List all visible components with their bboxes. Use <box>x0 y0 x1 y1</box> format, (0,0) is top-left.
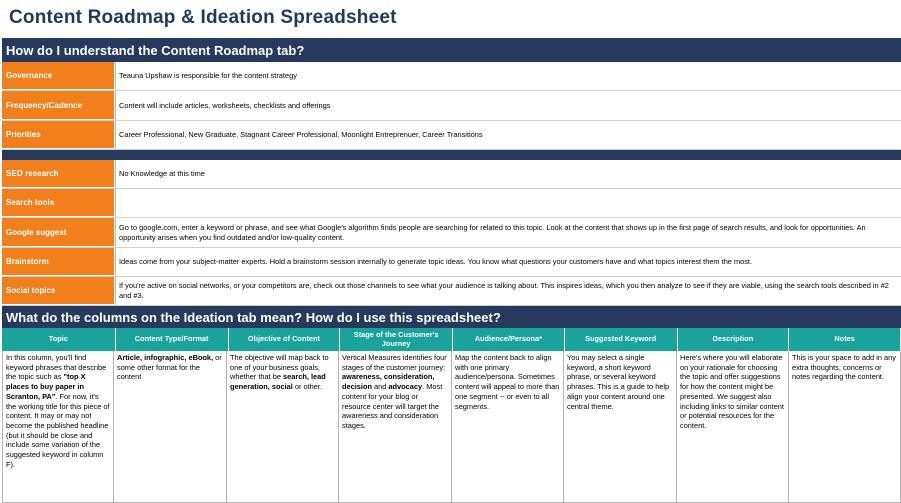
section-heading-roadmap: How do I understand the Content Roadmap tab? <box>2 38 901 62</box>
row-label: Priorities <box>2 121 115 149</box>
row-brainstorm[interactable] <box>2 248 901 277</box>
cell-notes[interactable]: This is your space to add in any extra thoughts, concerns or notes regarding the content. <box>789 351 901 503</box>
row-label: Governance <box>2 62 115 90</box>
row-label: Google suggest <box>2 218 115 247</box>
row-value[interactable]: Content will include articles, worksheets, checklists and offerings <box>115 91 901 120</box>
section-heading-ideation: What do the columns on the Ideation tab mean? How do I use this spreadsheet? <box>2 306 901 328</box>
row-value[interactable]: Go to google.com, enter a keyword or phrase, and see what Google's algorithm finds people are searching for related to this topic. Look at the content that shows up in the first page of search results, and look for opportunities. An opportunity arises when you find outdated and/or low-quality content. <box>115 218 901 247</box>
cell-stage[interactable]: Vertical Measures identifies four stages of the customer journey: awareness, consideration, decision and advocacy. Most content for your blog or resource center will target the awareness and consideration stages. <box>339 351 452 503</box>
column-header-notes[interactable]: Notes <box>789 328 901 351</box>
cell-format[interactable]: Article, infographic, eBook, or some other format for the content <box>114 351 227 503</box>
row-priorities[interactable] <box>2 121 901 150</box>
column-header-format[interactable]: Content Type/Format <box>116 328 229 351</box>
column-header-description[interactable]: Description <box>678 328 790 351</box>
cell-keyword[interactable]: You may select a single keyword, a short keyword phrase, or several keyword phrases. This is a guide to help align your content around one central theme. <box>564 351 677 503</box>
cell-topic[interactable]: In this column, you'll find keyword phrases that describe the topic such as "top X places to buy paper in Scranton, PA". For now, it's the working title for this piece of content. It may or may not become the published headline (but it should be close and include some variation of the suggested keyword in column F). <box>2 351 114 503</box>
row-label: Frequency/Cadence <box>2 91 115 120</box>
column-header-objective[interactable]: Objective of Content <box>229 328 341 351</box>
row-value[interactable]: Ideas come from your subject-matter experts. Hold a brainstorm session internally to generate topic ideas. You know what questions your customers have and what topics interest them the most. <box>115 248 901 276</box>
page-title: Content Roadmap & Ideation Spreadsheet <box>9 7 397 28</box>
ideation-table-row <box>2 351 901 503</box>
row-google-suggest[interactable] <box>2 218 901 248</box>
row-label: Brainstorm <box>2 248 115 276</box>
column-header-keyword[interactable]: Suggested Keyword <box>565 328 678 351</box>
section-divider <box>2 150 901 160</box>
row-label: Social topics <box>2 277 115 305</box>
row-value[interactable]: Career Professional, New Graduate, Stagnant Career Professional, Moonlight Entreprenuer, Career Transitions <box>115 121 901 149</box>
cell-description[interactable]: Here's where you will elaborate on your rationale for choosing the topic and offer suggestions for how the content might be presented. We suggest also including links to similar content or potential resources for the content. <box>677 351 789 503</box>
row-label: SEO research <box>2 160 115 188</box>
row-value[interactable]: No Knowledge at this time <box>115 160 901 188</box>
column-header-topic[interactable]: Topic <box>2 328 116 351</box>
row-value[interactable] <box>115 189 901 217</box>
cell-objective[interactable]: The objective will map back to one of your business goals, whether that be search, lead generation, social or other. <box>227 351 339 503</box>
column-header-audience[interactable]: Audience/Persona* <box>453 328 565 351</box>
row-value[interactable]: Teauna Upshaw is responsible for the content strategy <box>115 62 901 90</box>
column-header-stage[interactable]: Stage of the Customer's Journey <box>340 328 453 351</box>
row-search-tools[interactable] <box>2 189 901 218</box>
row-value[interactable]: If you're active on social networks, or your competitors are, check out those channels to see what your audience is talking about. This inspires ideas, which you then analyze to see if they are viable, using the search tools described in #2 and #3. <box>115 277 901 305</box>
ideation-table-header <box>2 328 901 351</box>
row-governance[interactable] <box>2 62 901 91</box>
row-social-topics[interactable] <box>2 277 901 306</box>
row-label: Search tools <box>2 189 115 217</box>
row-frequency[interactable] <box>2 91 901 121</box>
cell-audience[interactable]: Map the content back to align with one primary audience/persona. Sometimes content will appeal to more than one segment -- or even to all segments. <box>452 351 564 503</box>
row-seo-research[interactable] <box>2 160 901 189</box>
